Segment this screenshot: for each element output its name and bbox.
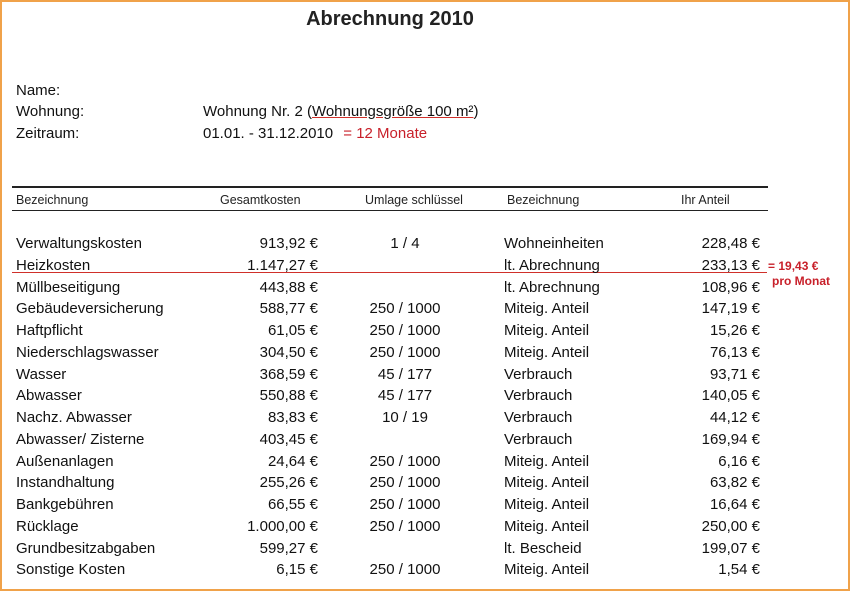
cost-share: 76,13 € xyxy=(709,344,760,361)
header-ihr-anteil: Ihr Anteil xyxy=(681,193,730,207)
cost-name: Nachz. Abwasser xyxy=(16,409,132,426)
cost-share: 199,07 € xyxy=(701,540,760,557)
cost-name: Niederschlagswasser xyxy=(16,344,159,361)
cost-basis: Miteig. Anteil xyxy=(504,496,590,513)
cost-key: 45 / 177 xyxy=(377,366,433,383)
cost-name: Rücklage xyxy=(16,518,79,535)
cost-name: Außenanlagen xyxy=(16,453,114,470)
table-row xyxy=(0,409,780,431)
cost-share: 1,54 € xyxy=(718,561,760,578)
header-gesamtkosten: Gesamtkosten xyxy=(220,193,301,207)
wohnung-value-prefix: Wohnung Nr. 2 ( xyxy=(203,103,312,120)
cost-basis: Wohneinheiten xyxy=(504,235,604,252)
cost-name: Instandhaltung xyxy=(16,474,115,491)
cost-name: Wasser xyxy=(16,366,67,383)
cost-key: 250 / 1000 xyxy=(369,474,441,491)
table-row xyxy=(0,474,780,496)
cost-name: Bankgebühren xyxy=(16,496,114,513)
cost-key: 250 / 1000 xyxy=(369,322,441,339)
cost-basis: Verbrauch xyxy=(504,409,573,426)
cost-share: 16,64 € xyxy=(709,496,760,513)
cost-name: Grundbesitzabgaben xyxy=(16,540,156,557)
table-row xyxy=(0,300,780,322)
cost-total: 368,59 € xyxy=(259,366,318,383)
table-row xyxy=(0,387,780,409)
cost-share: 233,13 € xyxy=(701,257,760,274)
cost-name: Abwasser xyxy=(16,387,82,404)
cost-basis: lt. Abrechnung xyxy=(504,279,600,296)
cost-total: 66,55 € xyxy=(267,496,318,513)
zeitraum-note: = 12 Monate xyxy=(343,125,428,142)
table-row xyxy=(0,279,780,301)
table-header-rule xyxy=(12,210,768,211)
header-umlageschluessel: Umlage schlüssel xyxy=(365,193,463,207)
cost-basis: Miteig. Anteil xyxy=(504,453,590,470)
cost-total: 83,83 € xyxy=(267,409,318,426)
cost-name: Verwaltungskosten xyxy=(16,235,142,252)
cost-total: 255,26 € xyxy=(259,474,318,491)
page-title: Abrechnung 2010 xyxy=(306,8,474,30)
table-row xyxy=(0,257,780,279)
cost-basis: Miteig. Anteil xyxy=(504,561,590,578)
table-row xyxy=(0,235,780,257)
wohnung-size: Wohnungsgröße 100 m² xyxy=(311,103,474,120)
cost-total: 61,05 € xyxy=(267,322,318,339)
monthly-note-label: pro Monat xyxy=(772,274,830,288)
cost-key: 250 / 1000 xyxy=(369,300,441,317)
table-row xyxy=(0,540,780,562)
table-row xyxy=(0,518,780,540)
cost-key: 10 / 19 xyxy=(382,409,428,426)
cost-total: 1.147,27 € xyxy=(247,257,318,274)
zeitraum-dates: 01.01. - 31.12.2010 xyxy=(203,125,334,142)
cost-name: Sonstige Kosten xyxy=(16,561,126,578)
cost-basis: lt. Abrechnung xyxy=(504,257,600,274)
cost-total: 913,92 € xyxy=(259,235,318,252)
cost-name: Abwasser/ Zisterne xyxy=(16,431,145,448)
cost-name: Müllbeseitigung xyxy=(16,279,121,296)
header-bezeichnung: Bezeichnung xyxy=(16,193,89,207)
cost-share: 250,00 € xyxy=(701,518,760,535)
wohnung-label: Wohnung: xyxy=(16,103,85,120)
cost-basis: Verbrauch xyxy=(504,431,573,448)
cost-basis: Miteig. Anteil xyxy=(504,322,590,339)
cost-key: 250 / 1000 xyxy=(369,453,441,470)
table-row xyxy=(0,366,780,388)
wohnung-value-suffix: ) xyxy=(473,103,479,120)
cost-total: 6,15 € xyxy=(276,561,318,578)
cost-basis: Miteig. Anteil xyxy=(504,344,590,361)
cost-key: 250 / 1000 xyxy=(369,561,441,578)
cost-total: 599,27 € xyxy=(259,540,318,557)
monthly-note-amount: = 19,43 € xyxy=(768,259,819,273)
cost-key: 45 / 177 xyxy=(377,387,433,404)
cost-total: 24,64 € xyxy=(267,453,318,470)
wohnung-value xyxy=(203,103,478,120)
zeitraum-label: Zeitraum: xyxy=(16,125,80,142)
cost-basis: Miteig. Anteil xyxy=(504,518,590,535)
cost-share: 228,48 € xyxy=(701,235,760,252)
cost-share: 44,12 € xyxy=(709,409,760,426)
cost-share: 63,82 € xyxy=(709,474,760,491)
cost-basis: Verbrauch xyxy=(504,387,573,404)
cost-key: 250 / 1000 xyxy=(369,496,441,513)
cost-total: 304,50 € xyxy=(259,344,318,361)
cost-share: 6,16 € xyxy=(718,453,760,470)
cost-key: 250 / 1000 xyxy=(369,518,441,535)
table-row xyxy=(0,496,780,518)
cost-total: 550,88 € xyxy=(259,387,318,404)
cost-basis: lt. Bescheid xyxy=(504,540,582,557)
cost-basis: Miteig. Anteil xyxy=(504,474,590,491)
cost-total: 403,45 € xyxy=(259,431,318,448)
zeitraum-value xyxy=(203,125,427,142)
cost-share: 108,96 € xyxy=(701,279,760,296)
cost-basis: Miteig. Anteil xyxy=(504,300,590,317)
cost-total: 443,88 € xyxy=(259,279,318,296)
table-row xyxy=(0,561,780,583)
table-row xyxy=(0,431,780,453)
cost-share: 147,19 € xyxy=(701,300,760,317)
cost-key: 1 / 4 xyxy=(390,235,420,252)
cost-share: 15,26 € xyxy=(709,322,760,339)
table-row xyxy=(0,322,780,344)
cost-key: 250 / 1000 xyxy=(369,344,441,361)
header-bezeichnung-2: Bezeichnung xyxy=(507,193,580,207)
table-row xyxy=(0,344,780,366)
cost-share: 169,94 € xyxy=(701,431,760,448)
table-top-rule xyxy=(12,186,768,188)
cost-name: Haftpflicht xyxy=(16,322,83,339)
cost-name: Gebäudeversicherung xyxy=(16,300,164,317)
table-row xyxy=(0,453,780,475)
cost-share: 140,05 € xyxy=(701,387,760,404)
name-label: Name: xyxy=(16,82,61,99)
cost-share: 93,71 € xyxy=(709,366,760,383)
cost-total: 588,77 € xyxy=(259,300,318,317)
cost-name: Heizkosten xyxy=(16,257,91,274)
cost-basis: Verbrauch xyxy=(504,366,573,383)
cost-total: 1.000,00 € xyxy=(247,518,318,535)
